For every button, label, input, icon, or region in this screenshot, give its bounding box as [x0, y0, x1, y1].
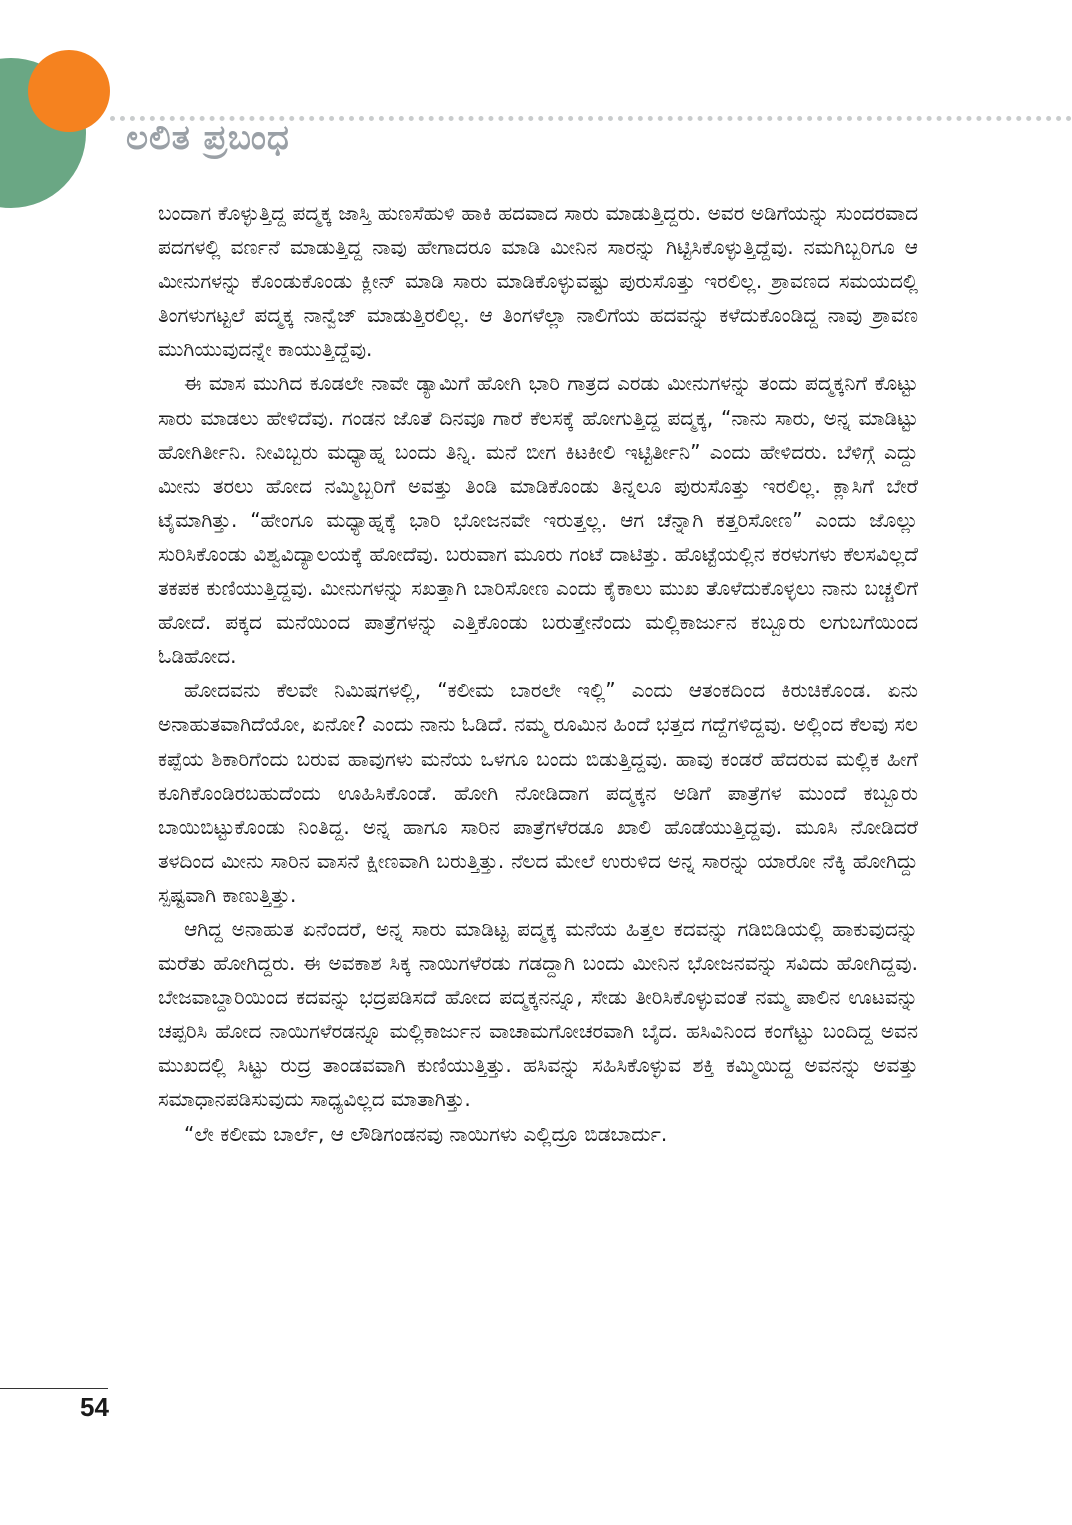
paragraph-2: ಈ ಮಾಸ ಮುಗಿದ ಕೂಡಲೇ ನಾವೇ ಡ್ಯಾಮಿಗೆ ಹೋಗಿ ಭಾರಿ ಗಾತ್ರದ ಎರಡು ಮೀನುಗಳನ್ನು ತಂದು ಪದ್ಮಕ್ಕನಿಗೆ ಕೊಟ್ಟು ಸಾರು ಮಾಡಲು ಹೇಳಿದೆವು. ಗಂಡನ ಜೊತೆ ದಿನವೂ ಗಾರೆ ಕೆಲಸಕ್ಕೆ ಹೋಗುತ್ತಿದ್ದ ಪದ್ಮಕ್ಕ, “ನಾನು ಸಾರು, ಅನ್ನ ಮಾಡಿಟ್ಟು ಹೋಗಿರ್ತೀನಿ. ನೀವಿಬ್ಬರು ಮಧ್ಯಾಹ್ನ ಬಂದು ತಿನ್ನಿ. ಮನೆ ಬೀಗ ಕಿಟಕೀಲಿ ಇಟ್ಟಿರ್ತೀನಿ” ಎಂದು ಹೇಳಿದರು. ಬೆಳಿಗ್ಗೆ ಎದ್ದು ಮೀನು ತರಲು ಹೋದ ನಮ್ಮಿಬ್ಬರಿಗೆ ಅವತ್ತು ತಿಂಡಿ ಮಾಡಿಕೊಂಡು ತಿನ್ನಲೂ ಪುರುಸೊತ್ತು ಇರಲಿಲ್ಲ. ಕ್ಲಾಸಿಗೆ ಬೇರೆ ಟೈಮಾಗಿತ್ತು. “ಹೇಂಗೂ ಮಧ್ಯಾಹ್ನಕ್ಕೆ ಭಾರಿ ಭೋಜನವೇ ಇರುತ್ತಲ್ಲ. ಆಗ ಚೆನ್ನಾಗಿ ಕತ್ತರಿಸೋಣ” ಎಂದು ಜೊಲ್ಲು ಸುರಿಸಿಕೊಂಡು ವಿಶ್ವವಿದ್ಯಾಲಯಕ್ಕೆ ಹೋದೆವು. ಬರುವಾಗ ಮೂರು ಗಂಟೆ ದಾಟಿತ್ತು. ಹೊಟ್ಟೆಯಲ್ಲಿನ ಕರಳುಗಳು ಕೆಲಸವಿಲ್ಲದೆ ತಕಪಕ ಕುಣಿಯುತ್ತಿದ್ದವು. ಮೀನುಗಳನ್ನು ಸಖತ್ತಾಗಿ ಬಾರಿಸೋಣ ಎಂದು ಕೈಕಾಲು ಮುಖ ತೊಳೆದುಕೊಳ್ಳಲು ನಾನು ಬಚ್ಚಲಿಗೆ ಹೋದೆ. ಪಕ್ಕದ ಮನೆಯಿಂದ ಪಾತ್ರೆಗಳನ್ನು ಎತ್ತಿಕೊಂಡು ಬರುತ್ತೇನೆಂದು ಮಲ್ಲಿಕಾರ್ಜುನ ಕಬ್ಬೂರು ಲಗುಬಗೆಯಿಂದ ಓಡಿಹೋದ. [158, 371, 918, 669]
page-number: 54 [80, 1392, 109, 1422]
section-title: ಲಲಿತ ಪ್ರಬಂಧ [126, 118, 290, 158]
orange-circle-decoration [28, 50, 110, 132]
body-text [158, 196, 918, 1151]
paragraph-3: ಹೋದವನು ಕೆಲವೇ ನಿಮಿಷಗಳಲ್ಲಿ, “ಕಲೀಮ ಬಾರಲೇ ಇಲ್ಲಿ” ಎಂದು ಆತಂಕದಿಂದ ಕಿರುಚಿಕೊಂಡ. ಏನು ಅನಾಹುತವಾಗಿದೆಯೋ, ಏನೋ? ಎಂದು ನಾನು ಓಡಿದೆ. ನಮ್ಮ ರೂಮಿನ ಹಿಂದೆ ಭತ್ತದ ಗದ್ದೆಗಳಿದ್ದವು. ಅಲ್ಲಿಂದ ಕೆಲವು ಸಲ ಕಪ್ಪೆಯ ಶಿಕಾರಿಗೆಂದು ಬರುವ ಹಾವುಗಳು ಮನೆಯ ಒಳಗೂ ಬಂದು ಬಿಡುತ್ತಿದ್ದವು. ಹಾವು ಕಂಡರೆ ಹೆದರುವ ಮಲ್ಲಿಕ ಹೀಗೆ ಕೂಗಿಕೊಂಡಿರಬಹುದೆಂದು ಊಹಿಸಿಕೊಂಡೆ. ಹೋಗಿ ನೋಡಿದಾಗ ಪದ್ಮಕ್ಕನ ಅಡಿಗೆ ಪಾತ್ರೆಗಳ ಮುಂದೆ ಕಬ್ಬೂರು ಬಾಯಿಬಿಟ್ಟುಕೊಂಡು ನಿಂತಿದ್ದ. ಅನ್ನ ಹಾಗೂ ಸಾರಿನ ಪಾತ್ರೆಗಳೆರಡೂ ಖಾಲಿ ಹೊಡೆಯುತ್ತಿದ್ದವು. ಮೂಸಿ ನೋಡಿದರೆ ತಳದಿಂದ ಮೀನು ಸಾರಿನ ವಾಸನೆ ಕ್ಷೀಣವಾಗಿ ಬರುತ್ತಿತ್ತು. ನೆಲದ ಮೇಲೆ ಉರುಳಿದ ಅನ್ನ ಸಾರನ್ನು ಯಾರೋ ನೆಕ್ಕಿ ಹೋಗಿದ್ದು ಸ್ಪಷ್ಟವಾಗಿ ಕಾಣುತ್ತಿತ್ತು. [158, 678, 918, 907]
footer-rule [0, 1388, 108, 1389]
paragraph-4: ಆಗಿದ್ದ ಅನಾಹುತ ಏನೆಂದರೆ, ಅನ್ನ ಸಾರು ಮಾಡಿಟ್ಟ ಪದ್ಮಕ್ಕ ಮನೆಯ ಹಿತ್ತಲ ಕದವನ್ನು ಗಡಿಬಿಡಿಯಲ್ಲಿ ಹಾಕುವುದನ್ನು ಮರೆತು ಹೋಗಿದ್ದರು. ಈ ಅವಕಾಶ ಸಿಕ್ಕ ನಾಯಿಗಳೆರಡು ಗಡದ್ದಾಗಿ ಬಂದು ಮೀನಿನ ಭೋಜನವನ್ನು ಸವಿದು ಹೋಗಿದ್ದವು. ಬೇಜವಾಬ್ದಾರಿಯಿಂದ ಕದವನ್ನು ಭದ್ರಪಡಿಸದೆ ಹೋದ ಪದ್ಮಕ್ಕನನ್ನೂ, ಸೇಡು ತೀರಿಸಿಕೊಳ್ಳುವಂತೆ ನಮ್ಮ ಪಾಲಿನ ಊಟವನ್ನು ಚಪ್ಪರಿಸಿ ಹೋದ ನಾಯಿಗಳೆರಡನ್ನೂ ಮಲ್ಲಿಕಾರ್ಜುನ ವಾಚಾಮಗೋಚರವಾಗಿ ಬೈದ. ಹಸಿವಿನಿಂದ ಕಂಗೆಟ್ಟು ಬಂದಿದ್ದ ಅವನ ಮುಖದಲ್ಲಿ ಸಿಟ್ಟು ರುದ್ರ ತಾಂಡವವಾಗಿ ಕುಣಿಯುತ್ತಿತ್ತು. ಹಸಿವನ್ನು ಸಹಿಸಿಕೊಳ್ಳುವ ಶಕ್ತಿ ಕಮ್ಮಿಯಿದ್ದ ಅವನನ್ನು ಅವತ್ತು ಸಮಾಧಾನಪಡಿಸುವುದು ಸಾಧ್ಯವಿಲ್ಲದ ಮಾತಾಗಿತ್ತು. [158, 916, 918, 1112]
paragraph-1: ಬಂದಾಗ ಕೊಳ್ಳುತ್ತಿದ್ದ ಪದ್ಮಕ್ಕ ಜಾಸ್ತಿ ಹುಣಸೆಹುಳಿ ಹಾಕಿ ಹದವಾದ ಸಾರು ಮಾಡುತ್ತಿದ್ದರು. ಅವರ ಅಡಿಗೆಯನ್ನು ಸುಂದರವಾದ ಪದಗಳಲ್ಲಿ ವರ್ಣನೆ ಮಾಡುತ್ತಿದ್ದ ನಾವು ಹೇಗಾದರೂ ಮಾಡಿ ಮೀನಿನ ಸಾರನ್ನು ಗಿಟ್ಟಿಸಿಕೊಳ್ಳುತ್ತಿದ್ದೆವು. ನಮಗಿಬ್ಬರಿಗೂ ಆ ಮೀನುಗಳನ್ನು ಕೊಂಡುಕೊಂಡು ಕ್ಲೀನ್ ಮಾಡಿ ಸಾರು ಮಾಡಿಕೊಳ್ಳುವಷ್ಟು ಪುರುಸೊತ್ತು ಇರಲಿಲ್ಲ. ಶ್ರಾವಣದ ಸಮಯದಲ್ಲಿ ತಿಂಗಳುಗಟ್ಟಲೆ ಪದ್ಮಕ್ಕ ನಾನ್ವೆಜ್ ಮಾಡುತ್ತಿರಲಿಲ್ಲ. ಆ ತಿಂಗಳೆಲ್ಲಾ ನಾಲಿಗೆಯ ಹದವನ್ನು ಕಳೆದುಕೊಂಡಿದ್ದ ನಾವು ಶ್ರಾವಣ ಮುಗಿಯುವುದನ್ನೇ ಕಾಯುತ್ತಿದ್ದೆವು. [158, 201, 918, 362]
paragraph-5: “ಲೇ ಕಲೀಮ ಬಾರ್ಲೆ, ಆ ಲೌಡಿಗಂಡನವು ನಾಯಿಗಳು ಎಲ್ಲಿದ್ರೂ ಬಿಡಬಾರ್ದು. [184, 1121, 668, 1146]
